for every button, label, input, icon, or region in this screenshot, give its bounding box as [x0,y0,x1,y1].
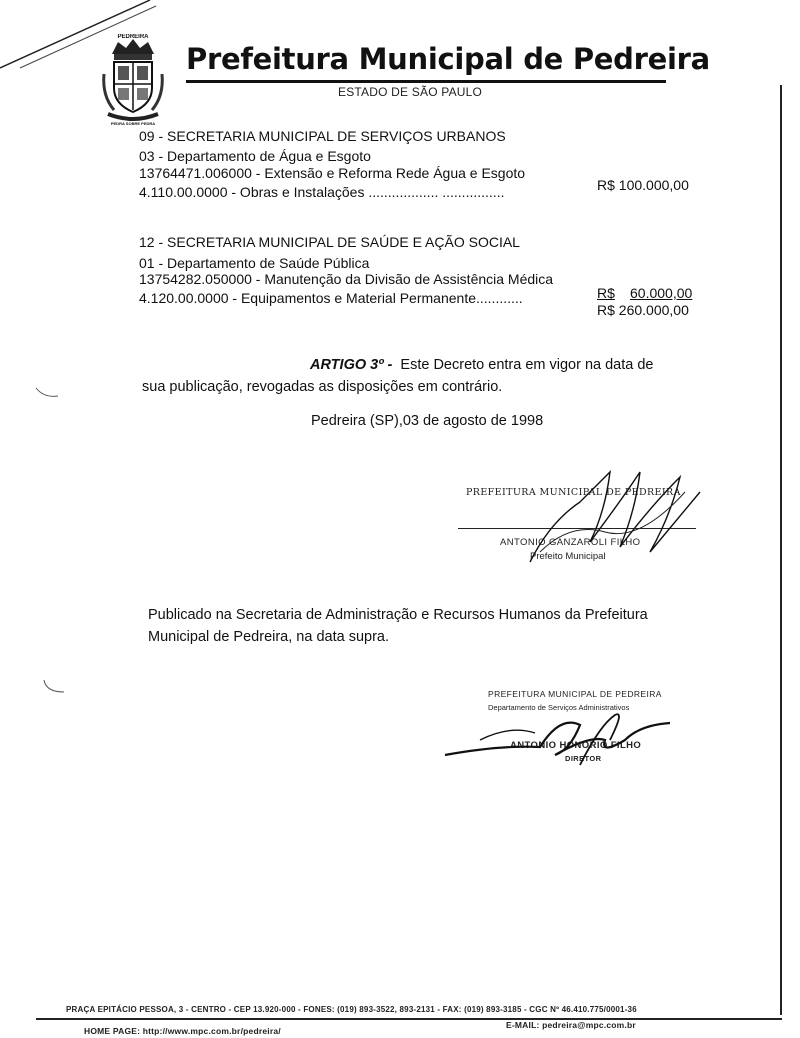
letterhead-rule [186,80,666,83]
crest-top-text: PEDREIRA [117,34,149,40]
block2-programa: 13754282.050000 - Manutenção da Divisão de Assistência Médica [139,271,554,287]
signature1-office: PREFEITURA MUNICIPAL DE PEDREIRA [466,487,681,498]
block2-amount: 60.000,00 [630,285,693,301]
page-border-bottom [36,1018,782,1020]
artigo-paragraph [142,354,707,398]
scan-speck [40,676,70,700]
letterhead-title: Prefeitura Municipal de Pedreira [186,42,710,76]
municipal-crest-emblem [100,34,166,126]
publication-line2: Municipal de Pedreira, na data supra. [148,629,390,645]
footer-homepage: HOME PAGE: http://www.mpc.com.br/pedreira/ [84,1026,281,1036]
block2-total: R$ 260.000,00 [597,302,689,318]
crest-motto-text: PEDRA SOBRE PEDRA [110,121,156,126]
block1-elemento: 4.110.00.0000 - Obras e Instalações .................. ................ [139,184,505,200]
block1-amount: R$ 100.000,00 [597,177,689,193]
footer-address: PRAÇA EPITÁCIO PESSOA, 3 - CENTRO - CEP 13.920-000 - FONES: (019) 893-3522, 893-2131 - FAX: (019) 893-3185 - CGC Nº 46.410.775/0001-36 [66,1005,637,1014]
letterhead-subtitle: ESTADO DE SÃO PAULO [338,85,483,99]
signature2-department: Departamento de Serviços Administrativos [488,703,630,712]
signature2-handwritten-mark [440,695,680,775]
block1-departamento: 03 - Departamento de Água e Esgoto [139,148,371,164]
artigo-text-line1: Este Decreto entra em vigor na data de [400,357,654,373]
block1-programa: 13764471.006000 - Extensão e Reforma Rede Água e Esgoto [139,165,526,181]
publication-line1: Publicado na Secretaria de Administração e Recursos Humanos da Prefeitura [148,607,648,623]
signature1-handwritten-mark [510,462,710,572]
signature2-role: DIRETOR [565,754,602,763]
place-date: Pedreira (SP),03 de agosto de 1998 [311,413,544,429]
page-border-right [780,85,782,1015]
artigo-label: ARTIGO 3º - [310,357,393,373]
signature2-name: ANTONIO HONORIO FILHO [510,740,642,751]
signature1-role: Prefeito Municipal [530,551,606,562]
signature1-name: ANTONIO GANZAROLI FILHO [500,537,641,548]
signature2-office: PREFEITURA MUNICIPAL DE PEDREIRA [488,689,662,699]
artigo-text-line2: sua publicação, revogadas as disposições em contrário. [142,379,503,395]
block2-elemento: 4.120.00.0000 - Equipamentos e Material Permanente............ [139,290,523,306]
scan-speck [34,384,64,404]
block2-amount-currency: R$ [597,285,615,301]
block2-secretaria: 12 - SECRETARIA MUNICIPAL DE SAÚDE E AÇÃO SOCIAL [139,234,520,250]
block1-secretaria: 09 - SECRETARIA MUNICIPAL DE SERVIÇOS URBANOS [139,128,506,144]
footer-email: E-MAIL: pedreira@mpc.com.br [506,1020,636,1030]
publication-paragraph [148,604,648,648]
block2-departamento: 01 - Departamento de Saúde Pública [139,255,370,271]
